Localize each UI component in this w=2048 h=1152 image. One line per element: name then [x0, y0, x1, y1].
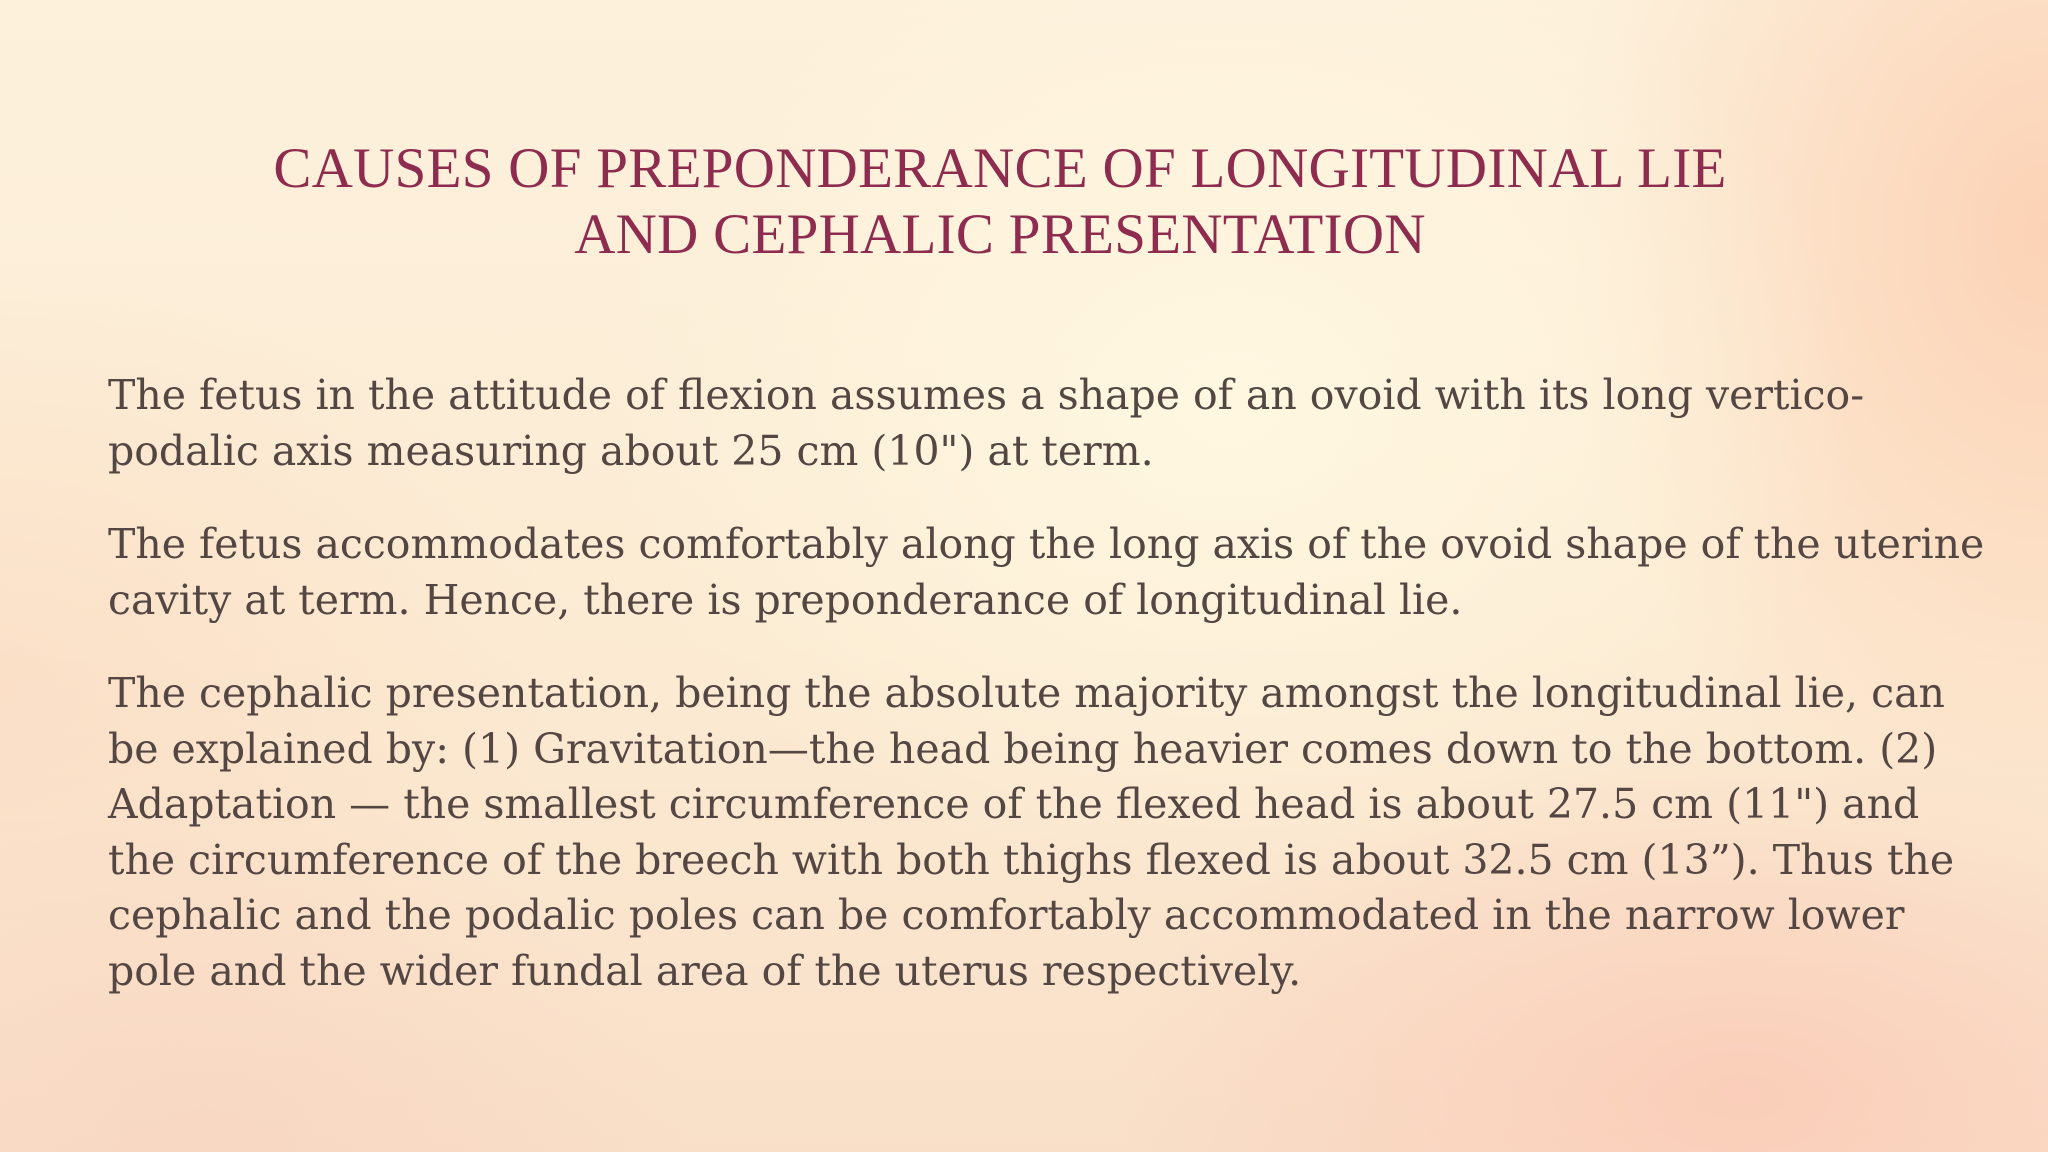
- slide-body: [108, 368, 1988, 1037]
- paragraph-longitudinal-lie: The fetus accommodates comfortably along the long axis of the ovoid shape of the uterine cavity at term. Hence, there is preponderance of longitudinal lie.: [108, 520, 1985, 624]
- slide-title-line-1: CAUSES OF PREPONDERANCE OF LONGITUDINAL LIE: [273, 137, 1727, 200]
- slide-title: [160, 136, 1840, 268]
- paragraph-fetus-ovoid-shape: The fetus in the attitude of flexion assumes a shape of an ovoid with its long vertico-podalic axis measuring about 25 cm (10") at term.: [108, 371, 1865, 475]
- slide-title-line-2: AND CEPHALIC PRESENTATION: [574, 203, 1426, 266]
- paragraph-cephalic-presentation: The cephalic presentation, being the absolute majority amongst the longitudinal lie, can be explained by: (1) Gravitation—the head being heavier comes down to the bottom. (2) Adaptation — the smallest circumference of the flexed head is about 27.5 cm (11") and the circumference of the breech with both thighs flexed is about 32.5 cm (13”). Thus the cephalic and the podalic poles can be comfortably accommodated in the narrow lower pole and the wider fundal area of the uterus respectively.: [108, 669, 1955, 995]
